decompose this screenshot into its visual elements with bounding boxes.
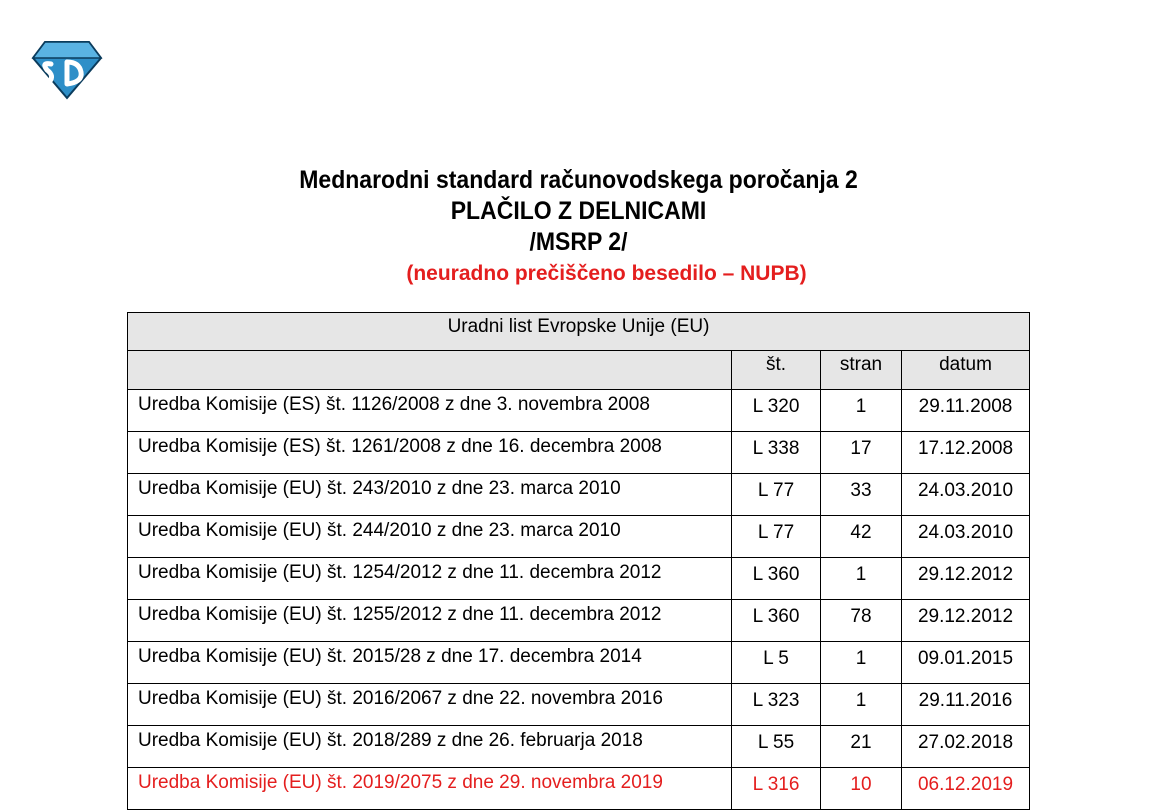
table-row-highlighted (128, 768, 1030, 810)
table-row (128, 558, 1030, 600)
cell-regulation: Uredba Komisije (EU) št. 1254/2012 z dne 11. decembra 2012 (128, 558, 732, 600)
cell-regulation: Uredba Komisije (ES) št. 1126/2008 z dne 3. novembra 2008 (128, 390, 732, 432)
title-subject: PLAČILO Z DELNICAMI (450, 197, 707, 225)
cell-st: L 360 (732, 600, 821, 642)
cell-st: L 77 (732, 516, 821, 558)
cell-st: L 360 (732, 558, 821, 600)
cell-stran: 10 (821, 768, 902, 810)
cell-regulation: Uredba Komisije (EU) št. 2016/2067 z dne 22. novembra 2016 (128, 684, 732, 726)
table-caption-row (128, 313, 1030, 351)
cell-datum: 29.12.2012 (902, 558, 1030, 600)
cell-regulation: Uredba Komisije (EU) št. 2019/2075 z dne 29. novembra 2019 (128, 768, 732, 810)
column-header-datum: datum (902, 351, 1030, 390)
column-header-st: št. (732, 351, 821, 390)
cell-stran: 1 (821, 390, 902, 432)
cell-st: L 338 (732, 432, 821, 474)
cell-st: L 323 (732, 684, 821, 726)
title-note: (neuradno prečiščeno besedilo – NUPB) (406, 262, 807, 285)
cell-regulation: Uredba Komisije (ES) št. 1261/2008 z dne 16. decembra 2008 (128, 432, 732, 474)
cell-regulation: Uredba Komisije (EU) št. 243/2010 z dne 23. marca 2010 (128, 474, 732, 516)
table-row (128, 474, 1030, 516)
cell-st: L 316 (732, 768, 821, 810)
cell-regulation: Uredba Komisije (EU) št. 2015/28 z dne 17. decembra 2014 (128, 642, 732, 684)
table-row (128, 390, 1030, 432)
column-header-stran: stran (821, 351, 902, 390)
title-code: /MSRP 2/ (529, 228, 628, 256)
sd-diamond-logo-icon (31, 40, 103, 100)
cell-datum: 27.02.2018 (902, 726, 1030, 768)
cell-datum: 24.03.2010 (902, 516, 1030, 558)
official-journal-table (127, 312, 1030, 810)
document-title-block (0, 165, 1157, 288)
cell-stran: 78 (821, 600, 902, 642)
cell-st: L 55 (732, 726, 821, 768)
cell-stran: 1 (821, 558, 902, 600)
cell-regulation: Uredba Komisije (EU) št. 1255/2012 z dne 11. decembra 2012 (128, 600, 732, 642)
table-row (128, 600, 1030, 642)
table-row (128, 642, 1030, 684)
cell-datum: 24.03.2010 (902, 474, 1030, 516)
cell-stran: 33 (821, 474, 902, 516)
cell-datum: 06.12.2019 (902, 768, 1030, 810)
cell-datum: 29.11.2016 (902, 684, 1030, 726)
table-row (128, 684, 1030, 726)
cell-datum: 29.12.2012 (902, 600, 1030, 642)
cell-regulation: Uredba Komisije (EU) št. 244/2010 z dne 23. marca 2010 (128, 516, 732, 558)
cell-st: L 77 (732, 474, 821, 516)
table-row (128, 432, 1030, 474)
cell-regulation: Uredba Komisije (EU) št. 2018/289 z dne 26. februarja 2018 (128, 726, 732, 768)
table-caption: Uradni list Evropske Unije (EU) (128, 313, 1030, 351)
table-header-row (128, 351, 1030, 390)
column-header-regulation (128, 351, 732, 390)
title-standard: Mednarodni standard računovodskega poročanja 2 (299, 166, 858, 194)
table-row (128, 516, 1030, 558)
cell-stran: 17 (821, 432, 902, 474)
cell-datum: 29.11.2008 (902, 390, 1030, 432)
cell-stran: 42 (821, 516, 902, 558)
cell-stran: 21 (821, 726, 902, 768)
cell-stran: 1 (821, 684, 902, 726)
cell-datum: 17.12.2008 (902, 432, 1030, 474)
cell-st: L 5 (732, 642, 821, 684)
cell-datum: 09.01.2015 (902, 642, 1030, 684)
cell-stran: 1 (821, 642, 902, 684)
table-row (128, 726, 1030, 768)
cell-st: L 320 (732, 390, 821, 432)
